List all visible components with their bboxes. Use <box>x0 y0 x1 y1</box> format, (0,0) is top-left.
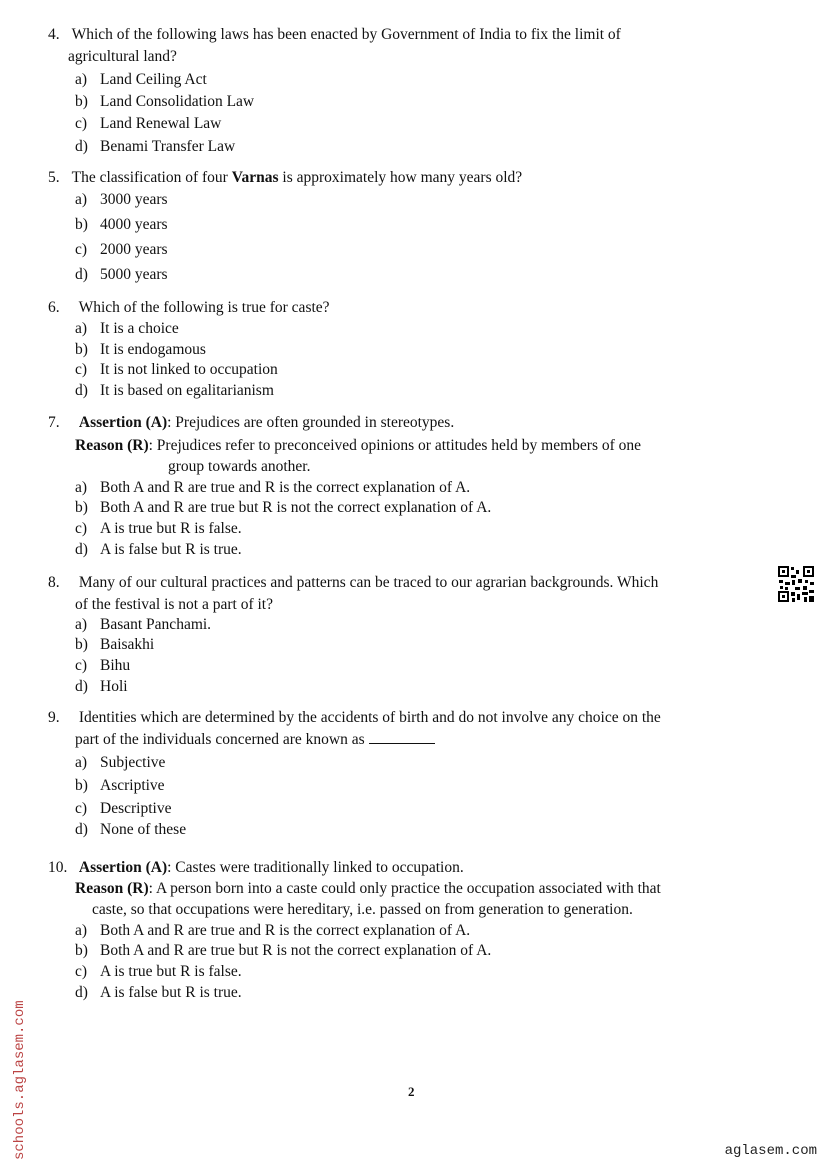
question-number: 10. <box>48 859 68 876</box>
option: a) Land Ceiling Act <box>75 71 207 88</box>
option: b) It is endogamous <box>75 341 206 358</box>
option: c) It is not linked to occupation <box>75 361 278 378</box>
assertion-text: : Castes were traditionally linked to occupation. <box>167 859 464 876</box>
option: c) Bihu <box>75 657 131 674</box>
reason-label: Reason (R) <box>75 437 149 454</box>
side-watermark: schools.aglasem.com <box>12 1000 28 1160</box>
question-text: Identities which are determined by the accidents of birth and do not involve any choice on the <box>78 709 661 726</box>
option: c) 2000 years <box>75 241 168 258</box>
option: d) It is based on egalitarianism <box>75 382 274 399</box>
assertion-text: : Prejudices are often grounded in stereotypes. <box>167 414 455 431</box>
option: c) Descriptive <box>75 800 172 817</box>
question-text: part of the individuals concerned are known as <box>75 731 365 748</box>
option: b) Both A and R are true but R is not the correct explanation of A. <box>75 499 492 516</box>
option: c) Land Renewal Law <box>75 115 222 132</box>
question-text: Which of the following is true for caste? <box>78 299 330 316</box>
reason-text: caste, so that occupations were hereditary, i.e. passed on from generation to generation. <box>92 901 633 918</box>
option: a) Subjective <box>75 754 166 771</box>
option: a) Basant Panchami. <box>75 616 212 633</box>
option: b) Land Consolidation Law <box>75 93 255 110</box>
reason-label: Reason (R) <box>75 880 149 897</box>
bottom-watermark: aglasem.com <box>724 1143 817 1159</box>
question-number: 9. <box>48 709 60 726</box>
option: d) None of these <box>75 821 187 838</box>
question-number: 8. <box>48 574 60 591</box>
option: d) 5000 years <box>75 266 168 283</box>
assertion-label: Assertion (A) <box>78 859 168 876</box>
answer-blank <box>369 731 435 744</box>
option: a) 3000 years <box>75 191 168 208</box>
reason-text: group towards another. <box>168 458 311 475</box>
question-text: Which of the following laws has been enacted by Government of India to fix the limit of <box>71 26 621 43</box>
option: d) Benami Transfer Law <box>75 138 236 155</box>
option: a) It is a choice <box>75 320 179 337</box>
option: c) A is true but R is false. <box>75 520 242 537</box>
reason-text: : A person born into a caste could only practice the occupation associated with that <box>148 880 661 897</box>
option: c) A is true but R is false. <box>75 963 242 980</box>
question-number: 7. <box>48 414 60 431</box>
assertion-label: Assertion (A) <box>78 414 168 431</box>
option: d) Holi <box>75 678 128 695</box>
option: d) A is false but R is true. <box>75 541 242 558</box>
option: b) Both A and R are true but R is not the correct explanation of A. <box>75 942 492 959</box>
question-text: agricultural land? <box>68 48 177 65</box>
option: b) Baisakhi <box>75 636 155 653</box>
reason-text: : Prejudices refer to preconceived opinions or attitudes held by members of one <box>148 437 642 454</box>
option: b) 4000 years <box>75 216 168 233</box>
option: a) Both A and R are true and R is the correct explanation of A. <box>75 922 471 939</box>
qr-code-icon <box>777 565 815 603</box>
option: a) Both A and R are true and R is the correct explanation of A. <box>75 479 471 496</box>
question-number: 6. <box>48 299 60 316</box>
question-number: 4. <box>48 26 60 43</box>
question-text: of the festival is not a part of it? <box>75 596 273 613</box>
question-number: 5. <box>48 169 60 186</box>
page-number: 2 <box>408 1084 415 1099</box>
option: b) Ascriptive <box>75 777 165 794</box>
question-text: Many of our cultural practices and patterns can be traced to our agrarian backgrounds. Which <box>78 574 659 591</box>
option: d) A is false but R is true. <box>75 984 242 1001</box>
